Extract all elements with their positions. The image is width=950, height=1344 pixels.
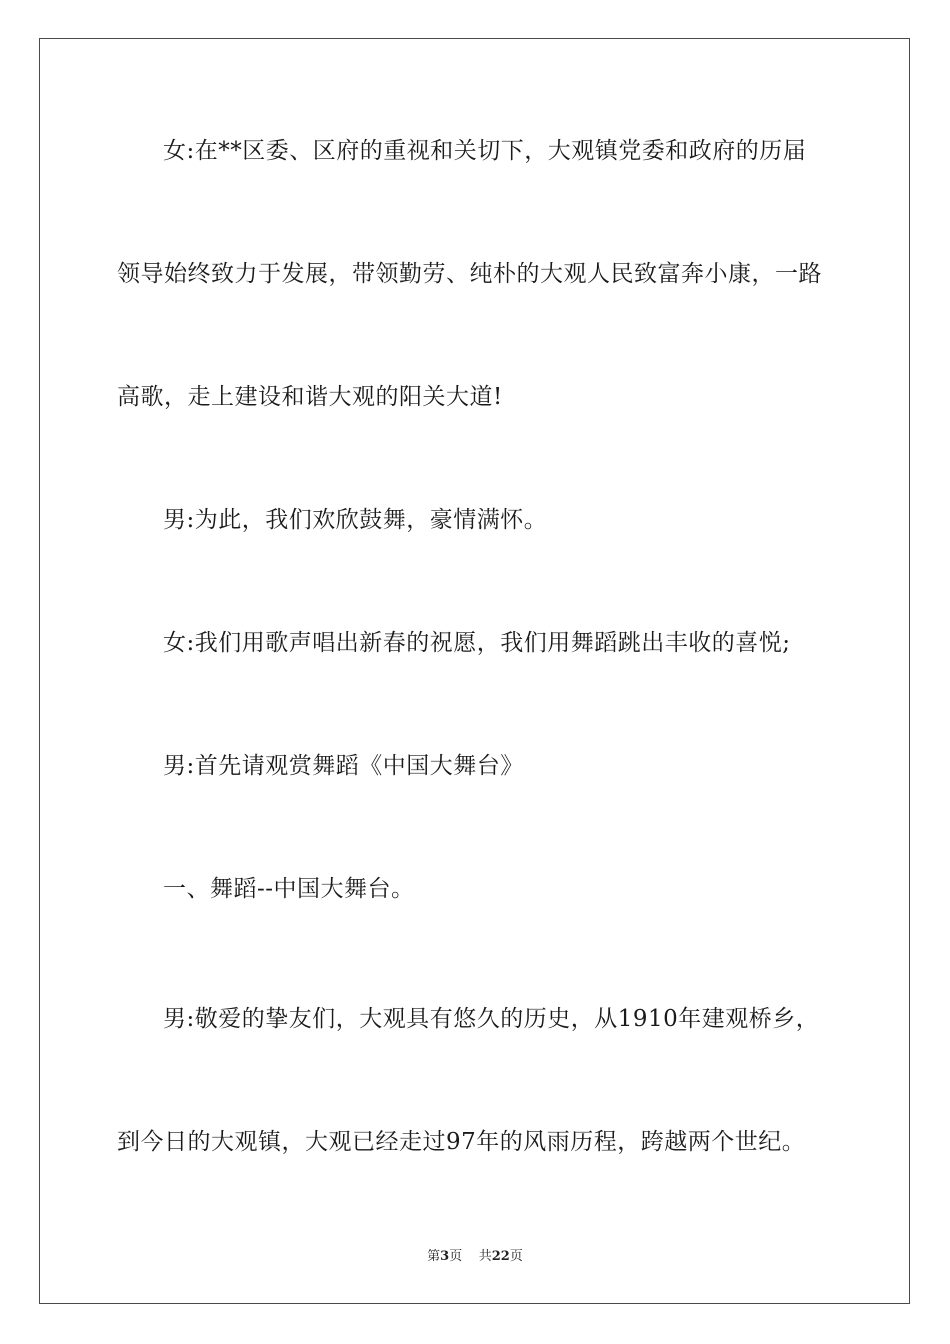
footer-total-prefix: 共: [478, 1249, 492, 1264]
paragraph-line-1: 女:在**区委、区府的重视和关切下，大观镇党委和政府的历届: [163, 138, 807, 164]
paragraph-line-4: 男:为此，我们欢欣鼓舞，豪情满怀。: [163, 507, 548, 533]
section-heading: 一、舞蹈--中国大舞台。: [163, 876, 415, 902]
paragraph-line-9: 到今日的大观镇，大观已经走过97年的风雨历程，跨越两个世纪。: [117, 1129, 806, 1155]
paragraph-line-5: 女:我们用歌声唱出新春的祝愿，我们用舞蹈跳出丰收的喜悦;: [163, 630, 791, 656]
paragraph-line-2: 领导始终致力于发展，带领勤劳、纯朴的大观人民致富奔小康，一路: [117, 261, 822, 287]
paragraph-line-3: 高歌，走上建设和谐大观的阳关大道!: [117, 384, 503, 410]
footer-page-suffix: 页: [449, 1249, 463, 1264]
paragraph-line-6: 男:首先请观赏舞蹈《中国大舞台》: [163, 753, 524, 779]
paragraph-line-8: 男:敬爱的挚友们，大观具有悠久的历史，从1910年建观桥乡，: [163, 1006, 820, 1032]
footer-page-number: 3: [440, 1249, 450, 1264]
footer-total-pages: 22: [491, 1249, 510, 1264]
page-border: [39, 38, 910, 1304]
footer-total-suffix: 页: [509, 1249, 523, 1264]
page-footer: [0, 1248, 950, 1266]
footer-page-prefix: 第: [427, 1249, 441, 1264]
